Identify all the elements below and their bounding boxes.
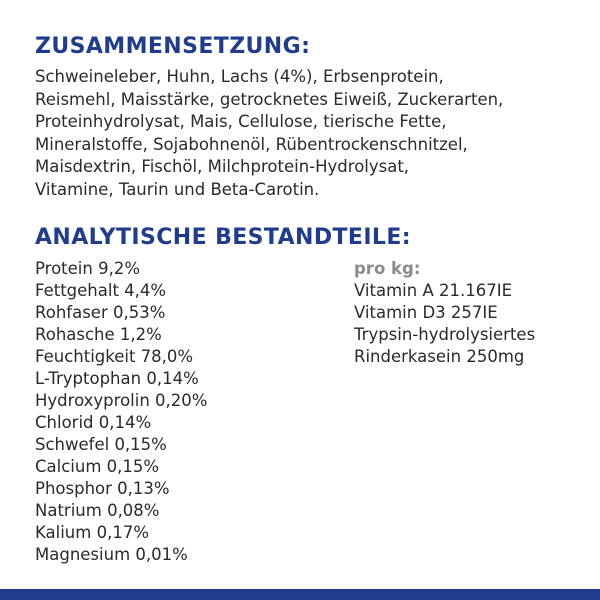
analysis-item: Rohasche 1,2% — [35, 325, 162, 344]
per-kg-label: pro kg: — [354, 259, 421, 278]
analysis-item: Protein 9,2% — [35, 259, 141, 278]
analysis-item: Fettgehalt 4,4% — [35, 281, 167, 300]
analysis-item: L-Tryptophan 0,14% — [35, 369, 199, 388]
analysis-item: Chlorid 0,14% — [35, 413, 152, 432]
analysis-left-list — [35, 258, 207, 566]
composition-line: Maisdextrin, Fischöl, Milchprotein-Hydrolysat, — [35, 157, 410, 176]
analysis-item: Rohfaser 0,53% — [35, 303, 166, 322]
composition-line: Schweineleber, Huhn, Lachs (4%), Erbsenprotein, — [35, 67, 444, 86]
vitamin-item: Rinderkasein 250mg — [354, 347, 525, 366]
analysis-item: Kalium 0,17% — [35, 523, 150, 542]
vitamin-item: Trypsin-hydrolysiertes — [354, 325, 536, 344]
composition-heading: ZUSAMMENSETZUNG: — [35, 34, 311, 59]
analysis-item: Phosphor 0,13% — [35, 479, 170, 498]
analysis-item: Schwefel 0,15% — [35, 435, 167, 454]
analysis-right-list — [354, 258, 535, 368]
analysis-item: Natrium 0,08% — [35, 501, 160, 520]
composition-line: Mineralstoffe, Sojabohnenöl, Rübentrockenschnitzel, — [35, 134, 468, 154]
bottom-band — [0, 589, 600, 600]
composition-text — [35, 66, 595, 201]
analysis-heading: ANALYTISCHE BESTANDTEILE: — [35, 225, 411, 250]
analysis-item: Hydroxyprolin 0,20% — [35, 391, 208, 410]
composition-line: Reismehl, Maisstärke, getrocknetes Eiweiß, Zuckerarten, — [35, 89, 504, 109]
analysis-item: Feuchtigkeit 78,0% — [35, 347, 194, 366]
analysis-item: Magnesium 0,01% — [35, 545, 188, 564]
analysis-item: Calcium 0,15% — [35, 457, 160, 476]
vitamin-item: Vitamin D3 257IE — [354, 303, 498, 322]
vitamin-item: Vitamin A 21.167IE — [354, 281, 513, 300]
composition-line: Proteinhydrolysat, Mais, Cellulose, tierische Fette, — [35, 112, 447, 131]
composition-line: Vitamine, Taurin und Beta-Carotin. — [35, 179, 320, 199]
